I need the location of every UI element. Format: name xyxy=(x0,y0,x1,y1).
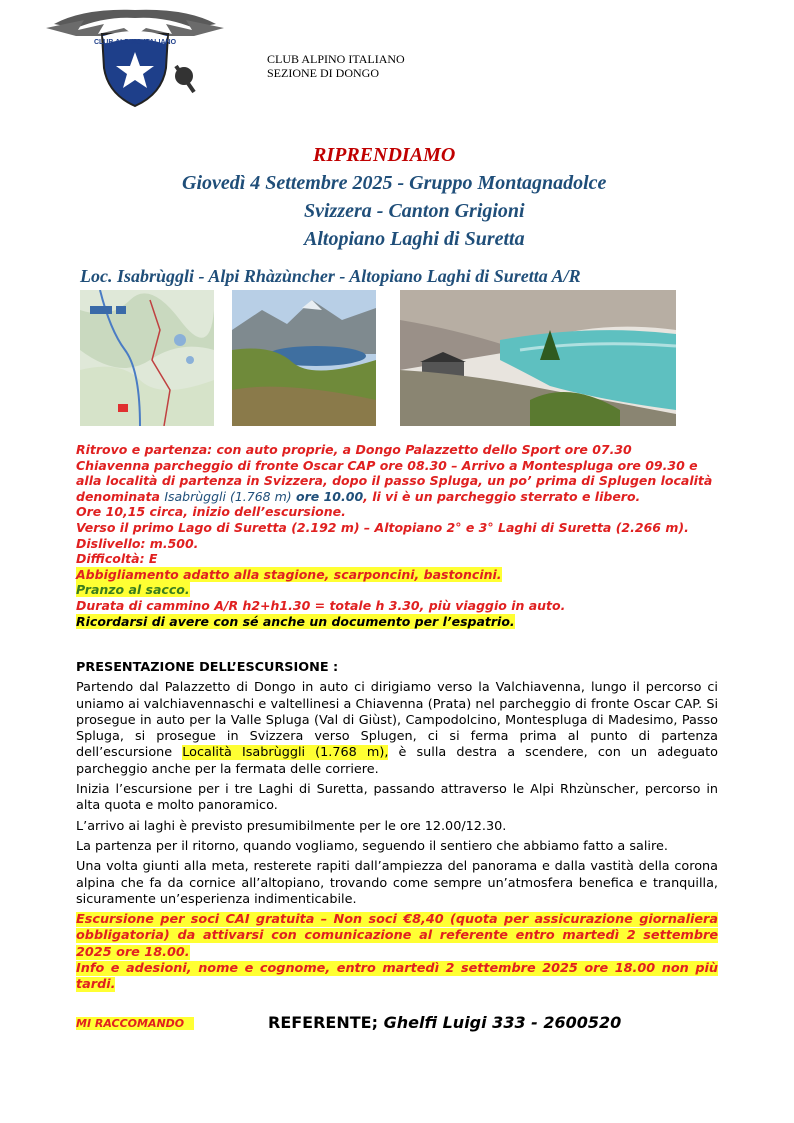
info-block xyxy=(76,442,716,629)
lake-photo-1 xyxy=(232,290,376,426)
presentation-p1: Partendo dal Palazzetto di Dongo in auto ci dirigiamo verso la Valchiavenna, lungo il percorso ci uniamo ai valchiavennaschi e valtellinesi a Chiavenna (Prata) nel parcheggio di fronte Oscar CAP. Si prosegue in auto per la Valle Spluga (Val di Giùst), Campodolcino, Montespluga di Madesimo, Passo Spluga, si prosegue in Svizzera verso Splugen, ci si ferma prima al punto di partenza dell’escursione Località Isabrùggli (1.768 m), è sulla destra a scendere, con un adeguato parcheggio anche per la fermata delle corriere. xyxy=(76,680,718,777)
info-time: ore 10.00 xyxy=(291,488,364,504)
info-duration: Durata di cammino A/R h2+h1.30 = totale h 3.30, più viaggio in auto. xyxy=(76,597,566,613)
cai-logo xyxy=(44,6,226,110)
title-date: Giovedì 4 Settembre 2025 - Gruppo Montagnadolce xyxy=(182,172,607,194)
lake-photo-2 xyxy=(400,290,676,426)
title-riprendiamo: RIPRENDIAMO xyxy=(313,144,456,166)
location-line: Loc. Isabrùggli - Alpi Rhàzùncher - Altopiano Laghi di Suretta A/R xyxy=(80,266,581,286)
org-name xyxy=(267,52,405,80)
presentation-isabruggli: Località Isabrùggli (1.768 m), xyxy=(182,745,389,761)
info-isabruggli: Isabrùggli (1.768 m) xyxy=(164,488,292,504)
referente-label: REFERENTE; xyxy=(268,1013,378,1032)
info-denominata: denominata Isabrùggli (1.768 m) ore 10.00, li vi è un parcheggio sterrato e libero. xyxy=(76,488,641,504)
map-image xyxy=(80,290,214,426)
referente xyxy=(268,1013,621,1032)
presentation-p4: La partenza per il ritorno, quando vogliamo, seguendo il sentiero che abbiamo fatto a salire. xyxy=(76,838,668,854)
org-line1: CLUB ALPINO ITALIANO xyxy=(267,52,405,66)
referente-value: Ghelfi Luigi 333 - 2600520 xyxy=(383,1013,622,1032)
mi-raccomando: MI RACCOMANDO xyxy=(76,1017,194,1030)
info-difficulty: Difficoltà: E xyxy=(76,551,158,567)
info-document: Ricordarsi di avere con sé anche un documento per l’espatrio. xyxy=(76,613,515,629)
info-start-place: alla località di partenza in Svizzera, dopo il passo Spluga, un po’ prima di Splugen località xyxy=(76,473,713,489)
info-chiavenna: Chiavenna parcheggio di fronte Oscar CAP ore 08.30 – Arrivo a Montespluga ore 09.30 e xyxy=(76,457,698,473)
title-place: Altopiano Laghi di Suretta xyxy=(304,228,525,250)
info-route: Verso il primo Lago di Suretta (2.192 m) – Altopiano 2° e 3° Laghi di Suretta (2.266 m). xyxy=(76,519,689,535)
presentation-section xyxy=(76,660,718,998)
info-start-time: Ore 10,15 circa, inizio dell’escursione. xyxy=(76,504,346,520)
presentation-p3: L’arrivo ai laghi è previsto presumibilmente per le ore 12.00/12.30. xyxy=(76,818,507,834)
presentation-fee: Escursione per soci CAI gratuita – Non soci €8,40 (quota per assicurazione giornaliera obbligatoria) da attivarsi con comunicazione al referente entro martedì 2 settembre 2025 ore 18.00. xyxy=(76,912,718,960)
presentation-signup: Info e adesioni, nome e cognome, entro martedì 2 settembre 2025 ore 18.00 non più tardi. xyxy=(76,961,718,993)
presentation-p5: Una volta giunti alla meta, resterete rapiti dall’ampiezza del panorama e dalla vastità della corona alpina che fa da cornice all’altopiano, trovando come sempre un’atmosfera benefica e tranquilla, sicuramente un’esperienza indimenticabile. xyxy=(76,859,718,907)
presentation-heading: PRESENTAZIONE DELL’ESCURSIONE : xyxy=(76,660,339,675)
info-elevation: Dislivello: m.500. xyxy=(76,535,199,551)
org-line2: SEZIONE DI DONGO xyxy=(267,66,379,80)
info-clothing: Abbigliamento adatto alla stagione, scarponcini, bastoncini. xyxy=(76,566,502,582)
presentation-p2: Inizia l’escursione per i tre Laghi di Suretta, passando attraverso le Alpi Rhzùnscher, percorso in alta quota e molto panoramico. xyxy=(76,782,718,814)
info-lunch: Pranzo al sacco. xyxy=(76,582,190,598)
title-country: Svizzera - Canton Grigioni xyxy=(304,200,525,222)
info-meeting: Ritrovo e partenza: con auto proprie, a Dongo Palazzetto dello Sport ore 07.30 xyxy=(76,442,632,457)
logo-text: CLUB ALPINO ITALIANO xyxy=(93,39,177,46)
